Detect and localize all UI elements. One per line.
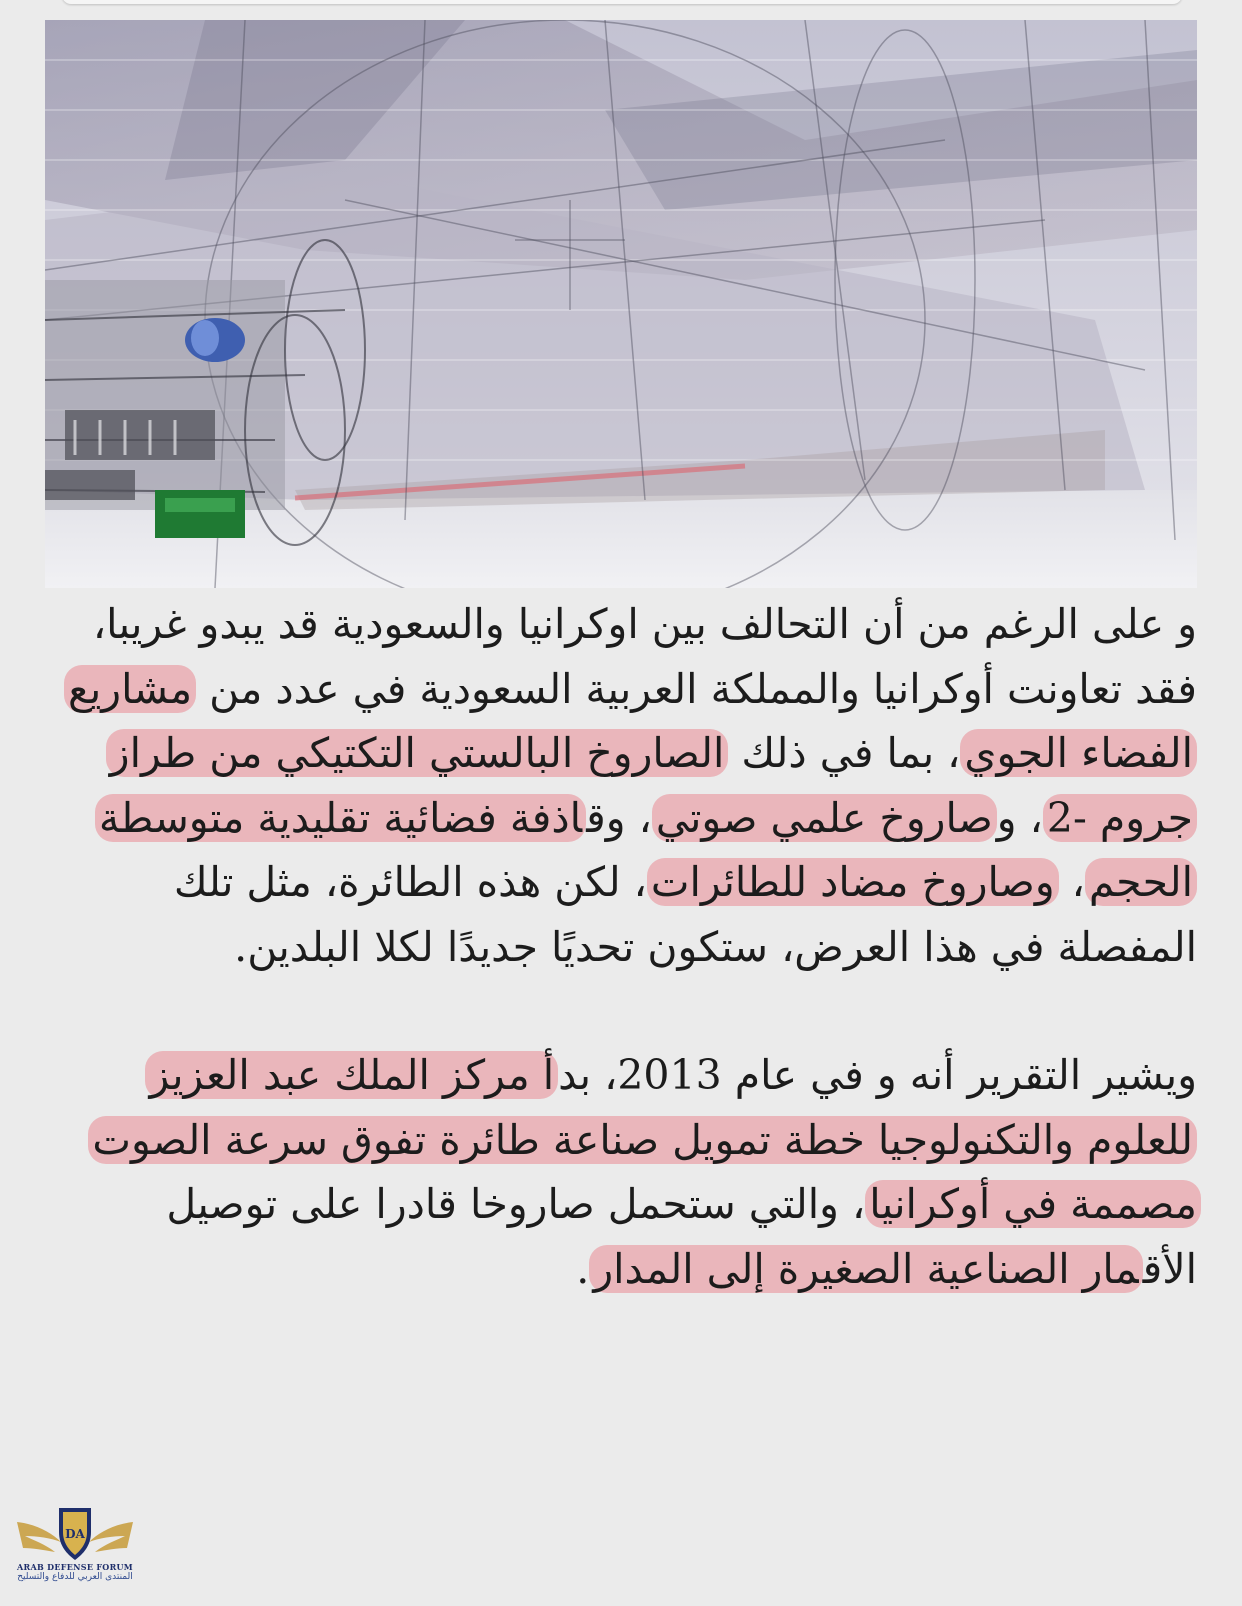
- body-text: ،: [1058, 858, 1085, 906]
- article-hero-image: [45, 20, 1197, 588]
- article-paragraph-2: [45, 1043, 1197, 1301]
- highlighted-text: الصاروخ البالستي التكتيكي من طراز جروم -2: [106, 729, 1197, 842]
- body-text: ، والتي ستحمل صاروخا قادرا على توصيل الأق: [166, 1180, 1197, 1293]
- highlighted-text: صاروخ علمي صوتي: [652, 794, 997, 842]
- site-watermark: [10, 1502, 140, 1606]
- body-text: و على الرغم من أن التحالف بين اوكرانيا والسعودية قد يبدو غريبا، فقد تعاونت أوكرانيا والمملكة العربية السعودية في عدد من: [92, 600, 1197, 713]
- body-text: .: [576, 1244, 590, 1293]
- highlighted-text: اذفة فضائية تقليدية متوسطة الحجم: [95, 794, 1197, 907]
- top-bar: [62, 0, 1182, 4]
- watermark-monogram: DA: [65, 1527, 85, 1541]
- winged-shield-logo-icon: [15, 1502, 135, 1564]
- article-paragraph-1: [45, 592, 1197, 979]
- highlighted-text: وصاروخ مضاد للطائرات: [647, 858, 1059, 906]
- highlighted-text: أ مركز الملك عبد العزيز للعلوم والتكنولوجيا خطة تمويل صناعة طائرة تفوق سرعة الصوت مصممة في أوكرانيا: [88, 1051, 1201, 1228]
- body-text: ، بما في ذلك: [728, 729, 961, 777]
- highlighted-text: مار الصناعية الصغيرة إلى المدار: [589, 1245, 1142, 1293]
- highlighted-text: مشاريع الفضاء الجوي: [64, 665, 1197, 778]
- body-text: ، وق: [586, 793, 652, 842]
- watermark-arabic-text: المنتدى العربي للدفاع والتسليح: [17, 1572, 133, 1582]
- body-text: ويشير التقرير أنه و في عام 2013، بد: [558, 1051, 1197, 1099]
- article-body: [45, 592, 1197, 1301]
- body-text: ، و: [996, 793, 1043, 842]
- body-text: ، لكن هذه الطائرة، مثل تلك المفصلة في هذا العرض، ستكون تحديًا جديدًا لكلا البلدين.: [173, 858, 1197, 971]
- watermark-english-text: ARAB DEFENSE FORUM: [17, 1562, 133, 1572]
